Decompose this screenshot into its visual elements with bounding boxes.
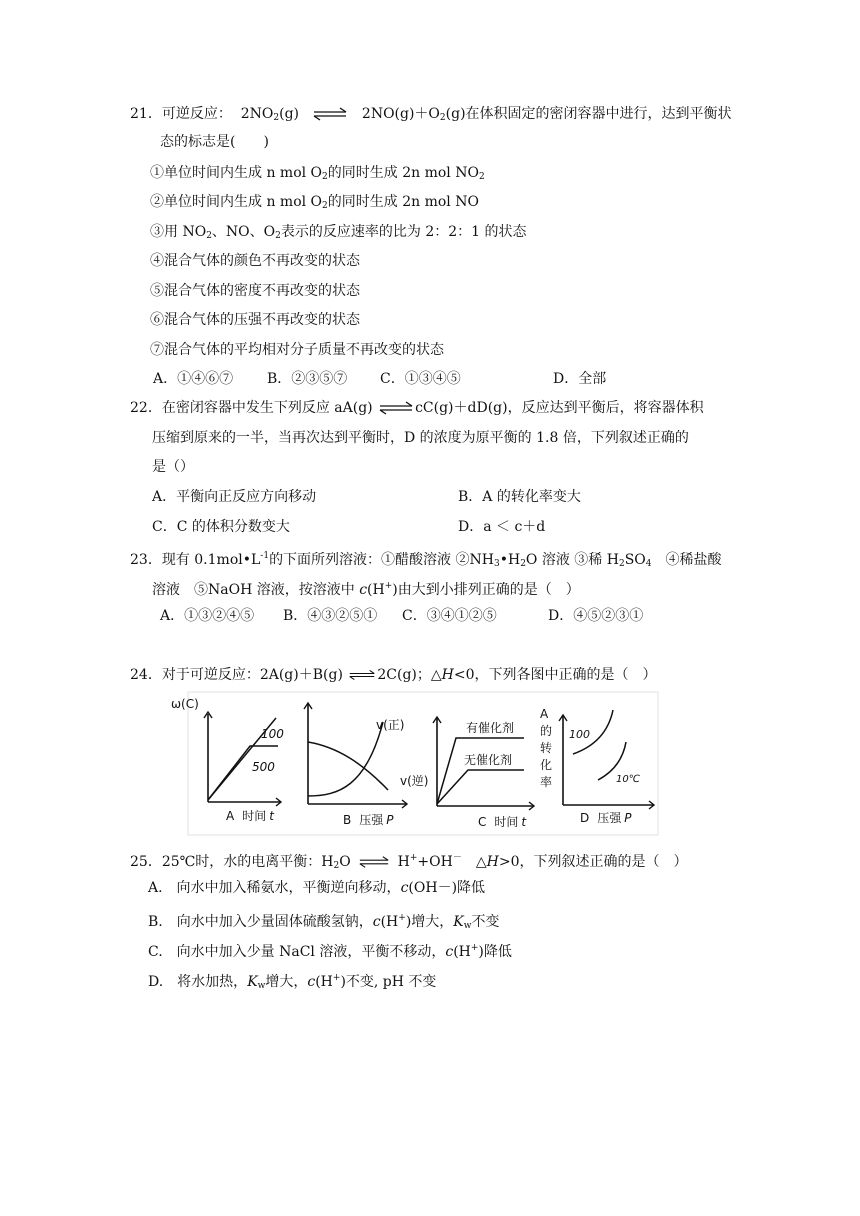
q23-s4: 4 [645,559,652,569]
q21-tail: 在体积固定的密闭容器中进行，达到平衡状 [465,106,732,122]
graph-c-label-1: 有催化剂 [466,721,515,735]
q25-option-d-var: c [307,974,316,990]
q21-lhs: 2NO [240,106,274,122]
q22-option-d[interactable]: D．a ＜ c＋d [458,519,546,535]
graph-b-legend-2: v(逆) [400,774,429,788]
graph-d-y-label-char: 转 [540,741,553,755]
q23-sup: -1 [260,551,270,561]
q25-s1: 2 [333,861,340,871]
q25-option-d-plus: + [332,973,341,983]
graph-b-legend-1: v(正) [376,718,405,732]
equilibrium-arrow-icon [313,108,347,120]
graph-d-caption-var: P [624,811,632,825]
graph-d-y-label-char: A [540,707,549,721]
q21-item-2-b: 的同时生成 2n mol NO [327,194,479,210]
q25-option-a-text3: )降低 [451,880,486,896]
q21-rhs-sub: 2 [439,113,446,123]
q24-figure [171,692,658,835]
equilibrium-arrow-icon [349,669,375,681]
q25-e: △ [461,854,487,870]
q25-option-b-var: c [372,914,381,930]
q23-s2: 2 [520,559,526,569]
q25-option-c-text2: (H [453,944,471,960]
q25-option-d-text4: )不变, pH 不变 [340,974,437,990]
q25-option-d[interactable] [148,968,436,996]
q24-graphs [171,692,658,835]
q21-option-a[interactable]: A．①④⑥⑦ [153,371,234,387]
q23-option-a[interactable]: A．①③②④⑤ [160,608,255,624]
q23-line2-c: c [359,582,368,598]
q23-line2-d: )由大到小排列正确的是（ ） [392,582,580,598]
q25-option-b-text3: )增大， [405,914,454,930]
q25-option-c[interactable] [148,938,512,962]
q23-s1: 3 [493,559,500,569]
q25-option-c-text3: )降低 [478,944,512,960]
q24-stem [130,665,657,685]
q21-lead: 可逆反应： [161,106,232,122]
q25-stem [130,848,687,876]
q23-line2-b: (H [367,582,385,598]
graph-d-y-label-char: 化 [540,758,553,772]
question-number: 21． [130,106,162,122]
q23-a: 现有 0.1mol•L [161,552,261,568]
question-number: 22． [130,400,162,416]
graph-c-caption-letter: C [478,815,487,829]
q25-option-d-w: w [257,981,266,991]
q21-rhs-state: (g) [445,106,466,122]
q23-d: O 溶液 ③稀 H [525,552,619,568]
graph-a-caption-var: t [269,809,274,823]
q23-f: ④稀盐酸 [651,552,722,568]
q22-option-c[interactable]: C．C 的体积分数变大 [152,519,290,535]
q25-option-d-k: K [247,974,258,990]
q25-a: 25℃时，水的电离平衡：H [161,854,334,870]
q21-item-7: ⑦混合气体的平均相对分子质量不再改变的状态 [150,342,444,358]
q24-h: H [441,667,454,683]
q22-option-a[interactable]: A．平衡向正反应方向移动 [152,489,317,505]
equilibrium-arrow-icon [379,402,413,414]
q25-option-b-text: B. 向水中加入少量固体硫酸氢钠， [148,914,373,930]
q25-option-c-text: C. 向水中加入少量 NaCl 溶液，平衡不移动， [148,944,446,960]
q25-sup2: － [452,853,462,863]
q21-option-b[interactable]: B．②③⑤⑦ [267,371,348,387]
q25-sup1: + [409,853,418,863]
q25-option-b[interactable] [148,908,499,936]
q21-stem-line2: 态的标志是( ) [160,134,269,150]
q23-b: 的下面所列溶液：①醋酸溶液 ②NH [269,552,494,568]
graph-d-caption-text: 压强 [597,811,622,825]
q23-stem-line2 [152,576,580,600]
question-number: 24． [130,667,162,683]
q23-option-b[interactable]: B．④③②⑤① [283,608,378,624]
q23-c: •H [499,552,521,568]
q25-option-a-text: A. 向水中加入稀氨水，平衡逆向移动， [148,880,401,896]
q21-item-3-c: 表示的反应速率的比为 2：2：1 的状态 [280,224,527,240]
q22-b: cC(g)＋dD(g)，反应达到平衡后，将容器体积 [415,400,704,416]
question-number: 25． [130,854,162,870]
q23-line2-sup: + [384,581,393,591]
q25-option-b-k: K [453,914,464,930]
q25-option-a-minus: － [437,880,452,896]
graph-a-y-label: ω(C) [171,697,199,711]
q22-stem-line3: 是（） [152,459,194,475]
q21-item-2-sub: 2 [322,201,328,211]
q21-lhs-state: (g) [279,106,299,122]
graph-b-caption-var: P [386,813,394,827]
q21-item-4: ④混合气体的颜色不再改变的状态 [150,253,360,269]
q21-item-5: ⑤混合气体的密度不再改变的状态 [150,283,360,299]
q21-stem [130,104,732,128]
q21-item-6: ⑥混合气体的压强不再改变的状态 [150,312,360,328]
q21-option-d[interactable]: D．全部 [553,371,607,387]
graph-a-label-1: 100 [261,727,284,741]
graph-b-caption-text: 压强 [359,813,384,827]
question-number: 23． [130,552,162,568]
graph-c-label-2: 无催化剂 [464,753,513,767]
q25-option-b-text2: (H [380,914,399,930]
q22-option-b[interactable]: B．A 的转化率变大 [458,489,581,505]
q21-rhs: 2NO(g)＋O [361,106,440,122]
q22-stem-line2: 压缩到原来的一半，当再次达到平衡时，D 的浓度为原平衡的 1.8 倍，下列叙述正确的 [152,430,689,446]
q23-e: SO [624,552,646,568]
graph-d-label-2: 10℃ [616,774,640,785]
q25-c: H [397,854,410,870]
equilibrium-arrow-icon [359,856,389,868]
graph-d-label-1: 100 [569,728,590,741]
q25-option-d-text2: 增大， [265,974,308,990]
q25-option-c-plus: + [470,943,479,953]
q21-item-3-a: ③用 NO [150,224,207,240]
q22-a: 在密闭容器中发生下列反应 aA(g) [161,400,373,416]
graph-c-caption-text: 时间 [494,815,519,829]
q22-stem [130,398,704,418]
q25-option-d-text: D. 将水加热， [148,974,248,990]
graph-d-y-label-char: 率 [540,775,553,789]
q25-option-b-plus: + [398,913,406,923]
q21-option-c[interactable]: C．①③④⑤ [380,371,461,387]
graph-c-caption-var: t [521,815,527,829]
q21-item-2-a: ②单位时间内生成 n mol O [150,194,323,210]
q21-item-3-s2: 2 [275,231,281,241]
graph-b-caption-letter: B [343,813,352,827]
q23-option-c[interactable]: C．③④①②⑤ [402,608,497,624]
q23-stem [130,546,722,574]
q25-option-b-w: w [463,921,472,931]
q21-item-1-b: 的同时生成 2n mol NO [327,165,479,181]
q21-item-3-s1: 2 [206,231,212,241]
q21-item-1 [150,163,485,187]
q25-option-a-var: c [400,880,409,896]
q21-item-1-a: ①单位时间内生成 n mol O [150,165,323,181]
graph-d-caption-letter: D [580,811,590,825]
q25-option-b-text4: 不变 [471,914,500,930]
q21-item-3 [150,222,527,246]
graph-a-caption-letter: A [226,809,235,823]
q25-f: >0，下列叙述正确的是（ ） [498,854,688,870]
q21-item-3-b: 、NO、O [211,224,276,240]
graph-d-y-label-char: 的 [540,724,553,738]
q21-item-1-sub2: 2 [478,172,485,182]
graph-a-caption-text: 时间 [242,809,267,823]
q23-option-d[interactable]: D．④⑤②③① [548,608,644,624]
q21-item-2 [150,192,479,216]
graph-a-label-2: 500 [252,760,275,774]
q23-s3: 2 [618,559,625,569]
q25-option-d-text3: (H [315,974,333,990]
q24-b: 2C(g)；△ [377,667,442,683]
q25-option-a[interactable] [148,878,485,898]
q25-b: O [339,854,351,870]
q25-option-a-text2: (OH [408,880,438,896]
q21-item-1-sub: 2 [322,172,328,182]
q25-d: +OH [417,854,453,870]
q24-a: 对于可逆反应：2A(g)＋B(g) [161,667,343,683]
graph-b-caption [343,813,394,827]
q25-h: H [486,854,499,870]
graph-d-caption [580,811,632,825]
q23-line2-a: 溶液 ⑤NaOH 溶液，按溶液中 [152,582,360,598]
q24-c: <0，下列各图中正确的是（ ） [453,667,657,683]
q25-option-c-var: c [445,944,454,960]
q21-lhs-sub: 2 [273,113,280,123]
